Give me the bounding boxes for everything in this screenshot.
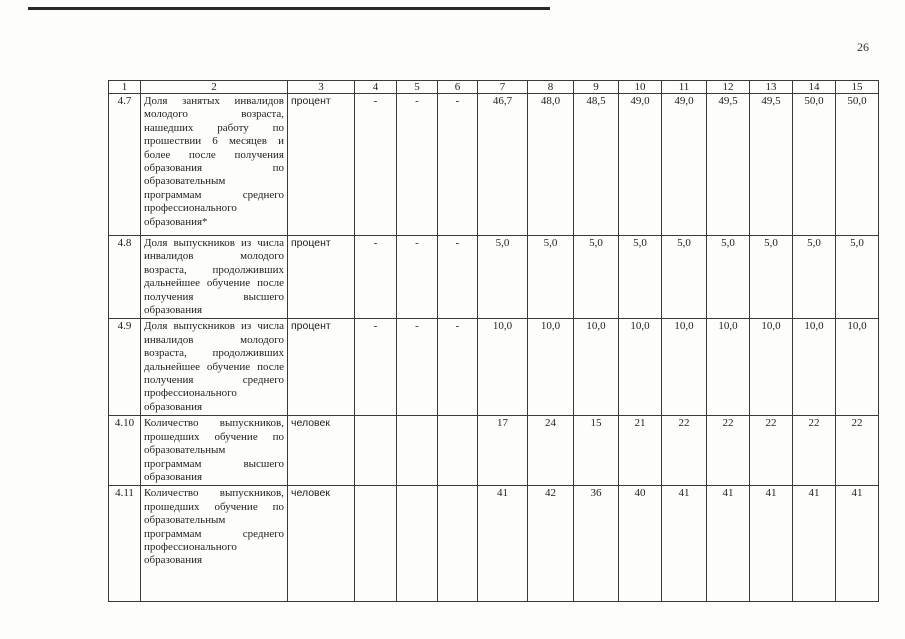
value-cell: 49,5 <box>707 94 750 236</box>
value-cell: 41 <box>750 486 793 602</box>
value-cell: 46,7 <box>478 94 528 236</box>
value-cell: 5,0 <box>574 236 619 319</box>
header-cell: 4 <box>355 81 397 94</box>
value-cell: 41 <box>836 486 879 602</box>
col4-cell <box>355 416 397 486</box>
page-number: 26 <box>857 40 869 54</box>
row-number: 4.8 <box>109 236 141 319</box>
value-cell: 10,0 <box>619 319 662 416</box>
unit-cell: человек <box>288 416 355 486</box>
indicator-name: Количество выпускников, прошедших обучение по образовательным программам высшего образования <box>141 416 288 486</box>
table-row <box>109 486 879 602</box>
header-cell: 5 <box>397 81 438 94</box>
indicator-name: Доля выпускников из числа инвалидов молодого возраста, продолживших дальнейшее обучение после получения высшего образования <box>141 236 288 319</box>
value-cell: 5,0 <box>528 236 574 319</box>
col6-cell <box>438 486 478 602</box>
col4-cell: - <box>355 94 397 236</box>
header-cell: 11 <box>662 81 707 94</box>
value-cell: 22 <box>707 416 750 486</box>
value-cell: 10,0 <box>707 319 750 416</box>
table-row <box>109 416 879 486</box>
header-cell: 12 <box>707 81 750 94</box>
col5-cell: - <box>397 319 438 416</box>
col5-cell <box>397 486 438 602</box>
value-cell: 22 <box>836 416 879 486</box>
value-cell: 21 <box>619 416 662 486</box>
value-cell: 5,0 <box>662 236 707 319</box>
value-cell: 50,0 <box>793 94 836 236</box>
value-cell: 41 <box>478 486 528 602</box>
value-cell: 50,0 <box>836 94 879 236</box>
unit-cell: процент <box>288 94 355 236</box>
header-cell: 9 <box>574 81 619 94</box>
value-cell: 10,0 <box>528 319 574 416</box>
col6-cell: - <box>438 236 478 319</box>
col6-cell: - <box>438 94 478 236</box>
col4-cell <box>355 486 397 602</box>
unit-cell: человек <box>288 486 355 602</box>
col5-cell: - <box>397 236 438 319</box>
value-cell: 5,0 <box>619 236 662 319</box>
header-cell: 7 <box>478 81 528 94</box>
value-cell: 5,0 <box>793 236 836 319</box>
indicators-table <box>108 80 879 602</box>
unit-cell: процент <box>288 236 355 319</box>
value-cell: 49,0 <box>619 94 662 236</box>
value-cell: 10,0 <box>574 319 619 416</box>
value-cell: 41 <box>707 486 750 602</box>
header-cell: 13 <box>750 81 793 94</box>
header-cell: 3 <box>288 81 355 94</box>
col6-cell <box>438 416 478 486</box>
value-cell: 5,0 <box>707 236 750 319</box>
col5-cell <box>397 416 438 486</box>
value-cell: 49,0 <box>662 94 707 236</box>
col5-cell: - <box>397 94 438 236</box>
value-cell: 17 <box>478 416 528 486</box>
value-cell: 22 <box>793 416 836 486</box>
row-number: 4.11 <box>109 486 141 602</box>
value-cell: 48,0 <box>528 94 574 236</box>
header-cell: 10 <box>619 81 662 94</box>
col4-cell: - <box>355 319 397 416</box>
value-cell: 10,0 <box>478 319 528 416</box>
value-cell: 22 <box>750 416 793 486</box>
table-row <box>109 94 879 236</box>
header-cell: 6 <box>438 81 478 94</box>
header-cell: 14 <box>793 81 836 94</box>
header-row <box>109 81 879 94</box>
value-cell: 5,0 <box>836 236 879 319</box>
header-cell: 2 <box>141 81 288 94</box>
value-cell: 40 <box>619 486 662 602</box>
top-rule <box>28 7 550 10</box>
value-cell: 10,0 <box>793 319 836 416</box>
unit-cell: процент <box>288 319 355 416</box>
value-cell: 24 <box>528 416 574 486</box>
value-cell: 10,0 <box>662 319 707 416</box>
value-cell: 41 <box>793 486 836 602</box>
indicator-name: Доля занятых инвалидов молодого возраста, нашедших работу по прошествии 6 месяцев и более после получения образования по образовательным программам среднего профессионального образования* <box>141 94 288 236</box>
col4-cell: - <box>355 236 397 319</box>
value-cell: 48,5 <box>574 94 619 236</box>
value-cell: 22 <box>662 416 707 486</box>
row-number: 4.10 <box>109 416 141 486</box>
indicator-name: Доля выпускников из числа инвалидов молодого возраста, продолживших дальнейшее обучение после получения среднего профессионального образования <box>141 319 288 416</box>
row-number: 4.9 <box>109 319 141 416</box>
value-cell: 15 <box>574 416 619 486</box>
row-number: 4.7 <box>109 94 141 236</box>
value-cell: 41 <box>662 486 707 602</box>
value-cell: 10,0 <box>750 319 793 416</box>
value-cell: 5,0 <box>750 236 793 319</box>
value-cell: 49,5 <box>750 94 793 236</box>
value-cell: 42 <box>528 486 574 602</box>
header-cell: 1 <box>109 81 141 94</box>
table-row <box>109 319 879 416</box>
col6-cell: - <box>438 319 478 416</box>
header-cell: 8 <box>528 81 574 94</box>
indicator-name: Количество выпускников, прошедших обучение по образовательным программам среднего профессионального образования <box>141 486 288 602</box>
header-cell: 15 <box>836 81 879 94</box>
value-cell: 36 <box>574 486 619 602</box>
table-row <box>109 236 879 319</box>
value-cell: 10,0 <box>836 319 879 416</box>
value-cell: 5,0 <box>478 236 528 319</box>
